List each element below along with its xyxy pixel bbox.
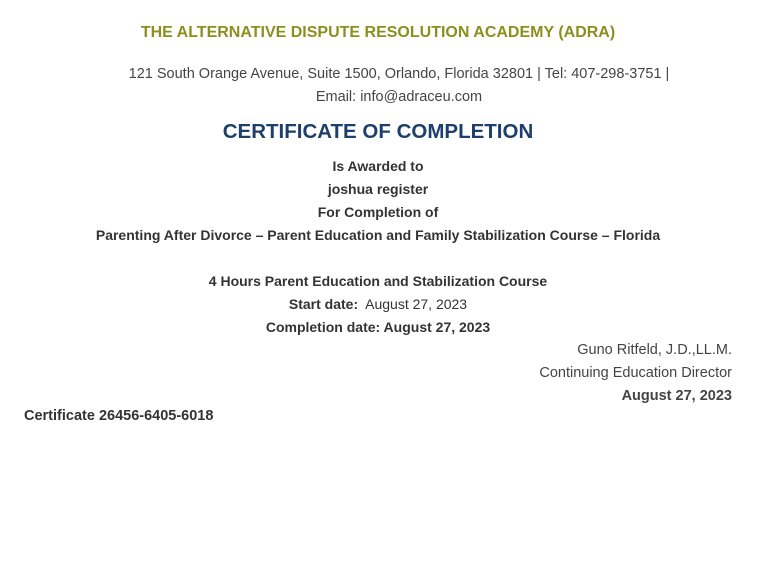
email-line: Email: info@adraceu.com [315,89,483,105]
signature-block [539,339,732,408]
program-name: Parenting After Divorce – Parent Education and Family Stabilization Course – Florida [95,227,661,243]
signature-date: August 27, 2023 [621,388,732,404]
certificate-number: Certificate 26456-6405-6018 [24,408,214,424]
address-line: 121 South Orange Avenue, Suite 1500, Orlando, Florida 32801 | Tel: 407-298-3751 | [128,66,670,82]
recipient-name: joshua register [327,181,429,197]
for-completion-label: For Completion of [317,204,439,220]
completion-date-label: Completion date [265,319,376,335]
completion-date-value: : August 27, 2023 [375,319,491,335]
academy-name: THE ALTERNATIVE DISPUTE RESOLUTION ACADEMY (ADRA) [140,24,616,41]
start-date-value: August 27, 2023 [365,296,468,312]
start-date-label: Start date: [288,296,359,312]
awarded-to-label: Is Awarded to [332,158,424,174]
course-block [0,270,768,339]
signatory-name: Guno Ritfeld, J.D.,LL.M. [577,342,732,358]
signatory-role: Continuing Education Director [539,365,732,381]
certificate-title: CERTIFICATE OF COMPLETION [222,120,534,143]
completion-date-line [0,316,756,339]
course-hours: 4 Hours Parent Education and Stabilization Course [208,273,548,289]
award-block [0,155,768,247]
contact-info [100,63,698,109]
start-date-line [0,293,756,316]
